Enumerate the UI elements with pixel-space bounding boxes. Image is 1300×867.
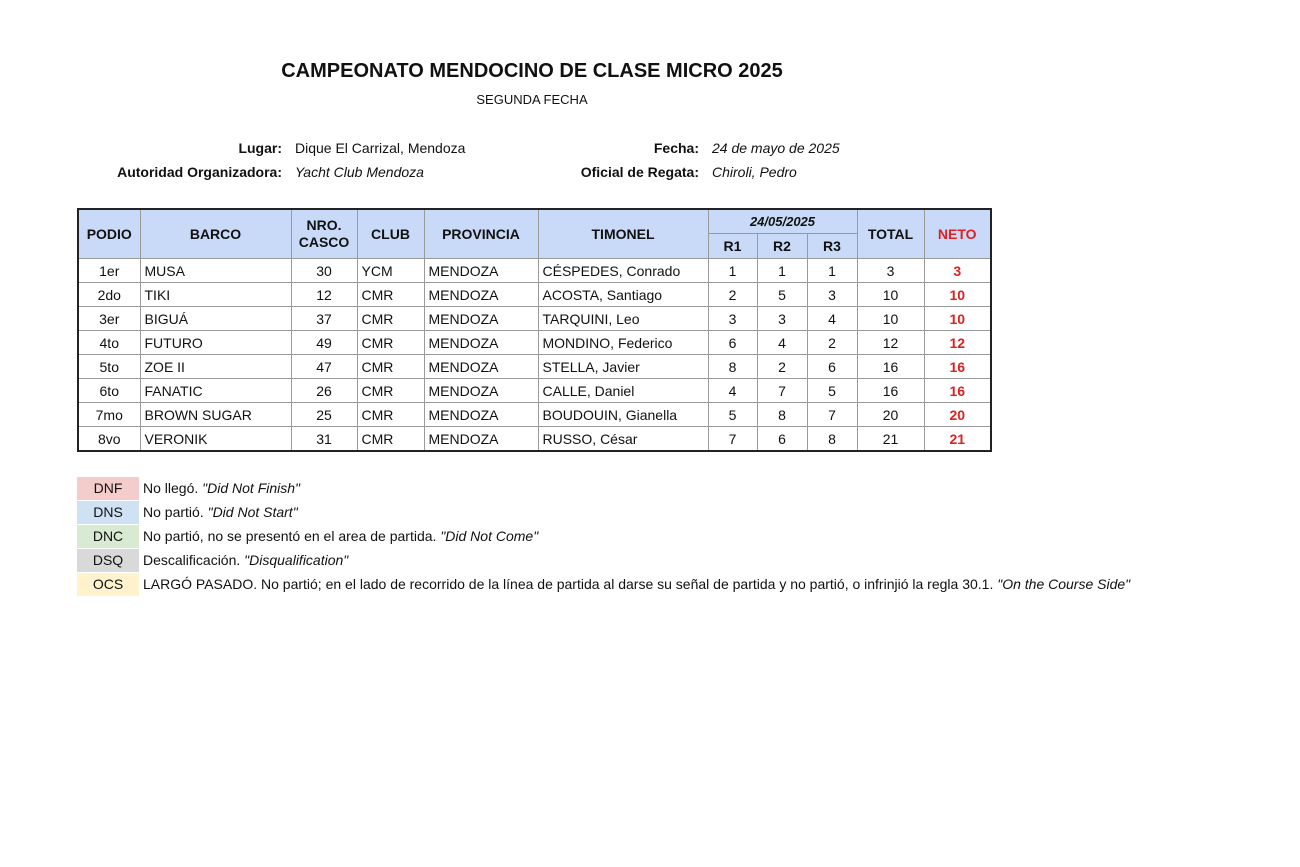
legend-english-term: "Did Not Come" [440, 528, 539, 544]
cell-barco: FUTURO [140, 331, 291, 355]
cell-club: CMR [357, 427, 424, 452]
cell-r3: 8 [807, 427, 857, 452]
cell-timonel: CALLE, Daniel [538, 379, 708, 403]
cell-neto: 3 [924, 259, 991, 283]
cell-neto: 16 [924, 379, 991, 403]
legend-item [77, 548, 1130, 572]
header-club: CLUB [357, 209, 424, 259]
legend-text [143, 528, 538, 544]
cell-provincia: MENDOZA [424, 283, 538, 307]
cell-club: CMR [357, 331, 424, 355]
results-body [78, 259, 991, 452]
cell-neto: 10 [924, 307, 991, 331]
header-date: 24/05/2025 [708, 209, 857, 234]
cell-provincia: MENDOZA [424, 379, 538, 403]
cell-r3: 1 [807, 259, 857, 283]
cell-r1: 1 [708, 259, 757, 283]
oficial-value: Chiroli, Pedro [712, 164, 797, 180]
legend-text [143, 576, 1130, 592]
table-row [78, 283, 991, 307]
cell-total: 16 [857, 379, 924, 403]
cell-casco: 12 [291, 283, 357, 307]
cell-total: 10 [857, 307, 924, 331]
cell-barco: VERONIK [140, 427, 291, 452]
cell-r2: 6 [757, 427, 807, 452]
cell-club: CMR [357, 379, 424, 403]
header-r2: R2 [757, 234, 807, 259]
cell-timonel: STELLA, Javier [538, 355, 708, 379]
cell-r1: 7 [708, 427, 757, 452]
cell-club: CMR [357, 283, 424, 307]
legend-text [143, 552, 348, 568]
cell-r1: 5 [708, 403, 757, 427]
lugar-label: Lugar: [238, 140, 282, 156]
results-table [77, 208, 992, 452]
cell-r2: 4 [757, 331, 807, 355]
table-row [78, 427, 991, 452]
legend-item [77, 572, 1130, 596]
cell-barco: BROWN SUGAR [140, 403, 291, 427]
legend-text [143, 504, 298, 520]
header-barco: BARCO [140, 209, 291, 259]
cell-neto: 16 [924, 355, 991, 379]
legend-item [77, 476, 1130, 500]
cell-r2: 1 [757, 259, 807, 283]
cell-podio: 8vo [78, 427, 140, 452]
table-row [78, 379, 991, 403]
page-subtitle: SEGUNDA FECHA [476, 92, 588, 107]
cell-club: CMR [357, 307, 424, 331]
cell-total: 20 [857, 403, 924, 427]
legend-code: DNF [77, 477, 139, 500]
cell-podio: 6to [78, 379, 140, 403]
cell-provincia: MENDOZA [424, 427, 538, 452]
cell-podio: 1er [78, 259, 140, 283]
cell-r1: 2 [708, 283, 757, 307]
table-row [78, 331, 991, 355]
legend-description: No partió. [143, 504, 208, 520]
legend-code: DNC [77, 525, 139, 548]
cell-casco: 37 [291, 307, 357, 331]
header-podio: PODIO [78, 209, 140, 259]
cell-podio: 7mo [78, 403, 140, 427]
cell-provincia: MENDOZA [424, 307, 538, 331]
cell-r3: 7 [807, 403, 857, 427]
header-r3: R3 [807, 234, 857, 259]
table-row [78, 403, 991, 427]
cell-r3: 6 [807, 355, 857, 379]
cell-provincia: MENDOZA [424, 403, 538, 427]
header-nro-casco-line2: CASCO [298, 234, 350, 250]
cell-timonel: BOUDOUIN, Gianella [538, 403, 708, 427]
cell-timonel: RUSSO, César [538, 427, 708, 452]
header-provincia: PROVINCIA [424, 209, 538, 259]
cell-podio: 4to [78, 331, 140, 355]
header-r1: R1 [708, 234, 757, 259]
cell-club: CMR [357, 403, 424, 427]
cell-podio: 5to [78, 355, 140, 379]
cell-r1: 8 [708, 355, 757, 379]
cell-r1: 6 [708, 331, 757, 355]
cell-neto: 20 [924, 403, 991, 427]
autoridad-label: Autoridad Organizadora: [117, 164, 282, 180]
legend-item [77, 500, 1130, 524]
cell-casco: 47 [291, 355, 357, 379]
fecha-label: Fecha: [653, 140, 699, 156]
legend-description: Descalificación. [143, 552, 245, 568]
cell-timonel: ACOSTA, Santiago [538, 283, 708, 307]
cell-r3: 5 [807, 379, 857, 403]
cell-barco: TIKI [140, 283, 291, 307]
cell-podio: 3er [78, 307, 140, 331]
cell-provincia: MENDOZA [424, 259, 538, 283]
cell-podio: 2do [78, 283, 140, 307]
cell-barco: ZOE II [140, 355, 291, 379]
cell-total: 21 [857, 427, 924, 452]
cell-r1: 4 [708, 379, 757, 403]
legend-english-term: "Did Not Start" [207, 504, 298, 520]
oficial-label: Oficial de Regata: [580, 164, 699, 180]
cell-barco: BIGUÁ [140, 307, 291, 331]
cell-timonel: MONDINO, Federico [538, 331, 708, 355]
table-row [78, 307, 991, 331]
cell-r2: 8 [757, 403, 807, 427]
cell-casco: 25 [291, 403, 357, 427]
cell-barco: FANATIC [140, 379, 291, 403]
cell-casco: 26 [291, 379, 357, 403]
page-title: CAMPEONATO MENDOCINO DE CLASE MICRO 2025 [281, 60, 783, 82]
legend-code: OCS [77, 573, 139, 596]
legend-item [77, 524, 1130, 548]
header-timonel: TIMONEL [538, 209, 708, 259]
legend-text [143, 480, 300, 496]
header-neto: NETO [924, 209, 991, 259]
cell-timonel: CÉSPEDES, Conrado [538, 259, 708, 283]
fecha-value: 24 de mayo de 2025 [712, 140, 840, 156]
cell-r1: 3 [708, 307, 757, 331]
cell-casco: 30 [291, 259, 357, 283]
cell-neto: 21 [924, 427, 991, 452]
cell-r3: 4 [807, 307, 857, 331]
autoridad-value: Yacht Club Mendoza [295, 164, 424, 180]
legend-code: DNS [77, 501, 139, 524]
cell-provincia: MENDOZA [424, 331, 538, 355]
cell-total: 3 [857, 259, 924, 283]
header-total: TOTAL [857, 209, 924, 259]
cell-total: 16 [857, 355, 924, 379]
cell-provincia: MENDOZA [424, 355, 538, 379]
cell-r2: 5 [757, 283, 807, 307]
cell-r2: 7 [757, 379, 807, 403]
legend-description: No llegó. [143, 480, 203, 496]
cell-club: YCM [357, 259, 424, 283]
cell-r2: 2 [757, 355, 807, 379]
cell-casco: 49 [291, 331, 357, 355]
cell-r3: 3 [807, 283, 857, 307]
legend [77, 476, 1130, 596]
cell-r2: 3 [757, 307, 807, 331]
legend-description: LARGÓ PASADO. No partió; en el lado de recorrido de la línea de partida al darse su señal de partida y no partió, o infrinjió la regla 30.1. [143, 576, 998, 592]
lugar-value: Dique El Carrizal, Mendoza [295, 140, 466, 156]
header-nro-casco-line1: NRO. [306, 217, 342, 233]
header-nro-casco [291, 209, 357, 259]
cell-timonel: TARQUINI, Leo [538, 307, 708, 331]
table-row [78, 259, 991, 283]
legend-english-term: "Did Not Finish" [202, 480, 301, 496]
table-row [78, 355, 991, 379]
legend-english-term: "Disqualification" [244, 552, 349, 568]
cell-r3: 2 [807, 331, 857, 355]
cell-neto: 10 [924, 283, 991, 307]
cell-barco: MUSA [140, 259, 291, 283]
cell-neto: 12 [924, 331, 991, 355]
legend-english-term: "On the Course Side" [997, 576, 1131, 592]
cell-casco: 31 [291, 427, 357, 452]
cell-total: 10 [857, 283, 924, 307]
cell-total: 12 [857, 331, 924, 355]
legend-code: DSQ [77, 549, 139, 572]
cell-club: CMR [357, 355, 424, 379]
legend-description: No partió, no se presentó en el area de partida. [143, 528, 441, 544]
